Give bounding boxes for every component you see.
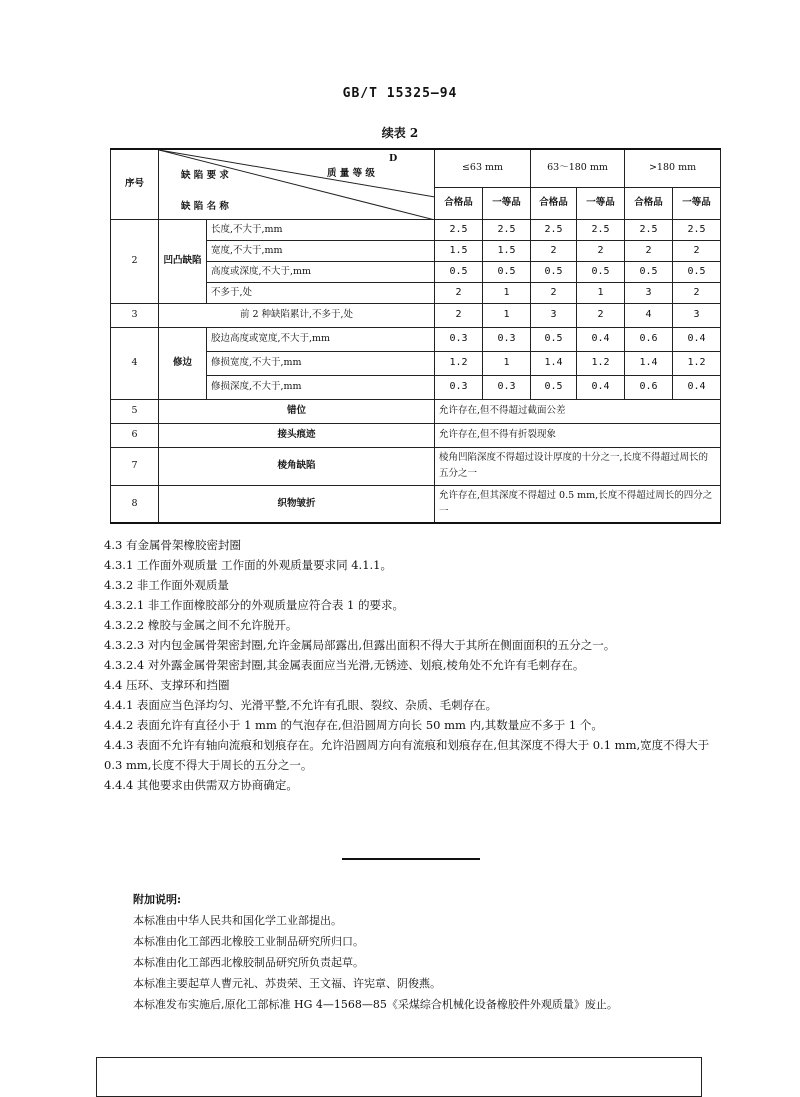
defect-label-cell: 长度,不大于,mm [207, 219, 435, 240]
value-cell: 0.5 [483, 261, 531, 282]
value-cell: 2 [625, 240, 673, 261]
value-cell: 2.5 [531, 219, 577, 240]
grade-header: 一等品 [673, 187, 721, 219]
d-group-header: ≤63 mm [435, 149, 531, 187]
value-cell: 0.4 [577, 375, 625, 399]
value-cell: 1.5 [435, 240, 483, 261]
value-cell: 4 [625, 303, 673, 327]
requirement-text-cell: 允许存在,但不得有折裂现象 [435, 423, 721, 447]
grade-header: 合格品 [435, 187, 483, 219]
value-cell: 0.3 [483, 375, 531, 399]
paragraph: 4.4.4 其他要求由供需双方协商确定。 [104, 778, 298, 792]
seq-cell: 3 [111, 303, 159, 327]
defect-label-cell: 棱角缺陷 [159, 447, 435, 485]
value-cell: 2.5 [435, 219, 483, 240]
value-cell: 0.5 [531, 375, 577, 399]
grade-header: 一等品 [577, 187, 625, 219]
value-cell: 2.5 [577, 219, 625, 240]
value-cell: 0.5 [435, 261, 483, 282]
note-line: 本标准由化工部西北橡胶制品研究所负责起草。 [133, 956, 364, 969]
defect-label-cell: 修损深度,不大于,mm [207, 375, 435, 399]
value-cell: 2 [673, 240, 721, 261]
value-cell: 2 [435, 303, 483, 327]
defect-label-cell: 错位 [159, 399, 435, 423]
seq-cell: 6 [111, 423, 159, 447]
page-bottom-frame [96, 1057, 702, 1097]
paragraph: 4.3.2.1 非工作面橡胶部分的外观质量应符合表 1 的要求。 [104, 598, 405, 612]
note-line: 本标准由中华人民共和国化学工业部提出。 [133, 914, 342, 927]
value-cell: 0.5 [625, 261, 673, 282]
value-cell: 1.4 [625, 351, 673, 375]
notes-heading: 附加说明: [133, 893, 182, 906]
value-cell: 2.5 [673, 219, 721, 240]
diagonal-header-cell [159, 149, 435, 219]
value-cell: 1 [483, 303, 531, 327]
table-title: 续表 2 [381, 126, 419, 140]
paragraph: 4.4.1 表面应当色泽均匀、光滑平整,不允许有孔眼、裂纹、杂质、毛刺存在。 [104, 698, 498, 712]
value-cell: 1.2 [577, 351, 625, 375]
seq-cell: 7 [111, 447, 159, 485]
defect-label-cell: 高度或深度,不大于,mm [207, 261, 435, 282]
grade-header: 一等品 [483, 187, 531, 219]
value-cell: 0.3 [483, 327, 531, 351]
section-divider [342, 858, 480, 860]
diag-label-d: D [389, 153, 398, 164]
requirement-text-cell: 允许存在,但其深度不得超过 0.5 mm,长度不得超过周长的四分之一 [435, 485, 721, 523]
value-cell: 0.5 [577, 261, 625, 282]
defect-label-cell: 接头痕迹 [159, 423, 435, 447]
paragraph: 4.4.3 表面不允许有轴向流痕和划痕存在。允许沿圆周方向有流痕和划痕存在,但其深度不得大于 0.1 mm,宽度不得大于 0.3 mm,长度不得大于周长的五分之一。 [104, 738, 710, 772]
value-cell: 0.4 [673, 375, 721, 399]
value-cell: 0.3 [435, 375, 483, 399]
note-line: 本标准主要起草人曹元礼、苏贵荣、王文福、许宪章、阴俊燕。 [133, 977, 441, 990]
defect-label-cell: 修损宽度,不大于,mm [207, 351, 435, 375]
value-cell: 2 [577, 240, 625, 261]
value-cell: 0.4 [577, 327, 625, 351]
value-cell: 0.6 [625, 327, 673, 351]
grade-header: 合格品 [531, 187, 577, 219]
paragraph: 4.4 压环、支撑环和挡圈 [104, 678, 230, 692]
value-cell: 3 [531, 303, 577, 327]
defect-label-cell: 前 2 种缺陷累计,不多于,处 [159, 303, 435, 327]
note-line: 本标准发布实施后,原化工部标准 HG 4—1568—85《采煤综合机械化设备橡胶件外观质量》废止。 [133, 998, 618, 1011]
seq-cell: 8 [111, 485, 159, 523]
value-cell: 2 [531, 282, 577, 303]
value-cell: 0.5 [531, 327, 577, 351]
paragraph: 4.4.2 表面允许有直径小于 1 mm 的气泡存在,但沿圆周方向长 50 mm 内,其数量应不多于 1 个。 [104, 718, 603, 732]
value-cell: 2 [531, 240, 577, 261]
value-cell: 3 [673, 303, 721, 327]
group-name-cell: 凹凸缺陷 [159, 219, 207, 303]
value-cell: 1 [483, 351, 531, 375]
value-cell: 0.4 [673, 327, 721, 351]
body-text [104, 535, 724, 795]
diag-label-requirement: 缺 陷 要 求 [181, 170, 229, 181]
paragraph: 4.3.2.3 对内包金属骨架密封圈,允许金属局部露出,但露出面积不得大于其所在侧面面积的五分之一。 [104, 638, 616, 652]
seq-cell: 2 [111, 219, 159, 303]
value-cell: 1.2 [673, 351, 721, 375]
value-cell: 2.5 [483, 219, 531, 240]
value-cell: 2 [577, 303, 625, 327]
value-cell: 2 [435, 282, 483, 303]
seq-cell: 5 [111, 399, 159, 423]
note-line: 本标准由化工部西北橡胶工业制品研究所归口。 [133, 935, 364, 948]
standard-code: GB/T 15325—94 [342, 86, 458, 101]
seq-header: 序号 [111, 149, 159, 219]
paragraph: 4.3.2.2 橡胶与金属之间不允许脱开。 [104, 618, 298, 632]
value-cell: 1.5 [483, 240, 531, 261]
value-cell: 0.5 [531, 261, 577, 282]
requirement-text-cell: 棱角凹陷深度不得超过设计厚度的十分之一,长度不得超过周长的五分之一 [435, 447, 721, 485]
value-cell: 1 [577, 282, 625, 303]
value-cell: 0.5 [673, 261, 721, 282]
value-cell: 0.3 [435, 327, 483, 351]
grade-header: 合格品 [625, 187, 673, 219]
seq-cell: 4 [111, 327, 159, 399]
defect-label-cell: 胶边高度或宽度,不大于,mm [207, 327, 435, 351]
group-name-cell: 修边 [159, 327, 207, 399]
value-cell: 2 [673, 282, 721, 303]
defect-label-cell: 不多于,处 [207, 282, 435, 303]
value-cell: 1.2 [435, 351, 483, 375]
value-cell: 3 [625, 282, 673, 303]
defect-label-cell: 宽度,不大于,mm [207, 240, 435, 261]
requirement-text-cell: 允许存在,但不得超过截面公差 [435, 399, 721, 423]
paragraph: 4.3.1 工作面外观质量 工作面的外观质量要求同 4.1.1。 [104, 558, 392, 572]
d-group-header: 63～180 mm [531, 149, 625, 187]
defect-table [110, 148, 721, 524]
diag-label-defect-name: 缺 陷 名 称 [181, 201, 229, 212]
additional-notes [133, 889, 733, 1015]
paragraph: 4.3.2.4 对外露金属骨架密封圈,其金属表面应当光滑,无锈迹、划痕,棱角处不允许有毛刺存在。 [104, 658, 585, 672]
value-cell: 0.6 [625, 375, 673, 399]
paragraph: 4.3 有金属骨架橡胶密封圈 [104, 538, 241, 552]
value-cell: 1.4 [531, 351, 577, 375]
d-group-header: >180 mm [625, 149, 721, 187]
value-cell: 2.5 [625, 219, 673, 240]
paragraph: 4.3.2 非工作面外观质量 [104, 578, 229, 592]
diag-label-grade: 质 量 等 级 [327, 168, 375, 179]
value-cell: 1 [483, 282, 531, 303]
defect-label-cell: 织物皱折 [159, 485, 435, 523]
